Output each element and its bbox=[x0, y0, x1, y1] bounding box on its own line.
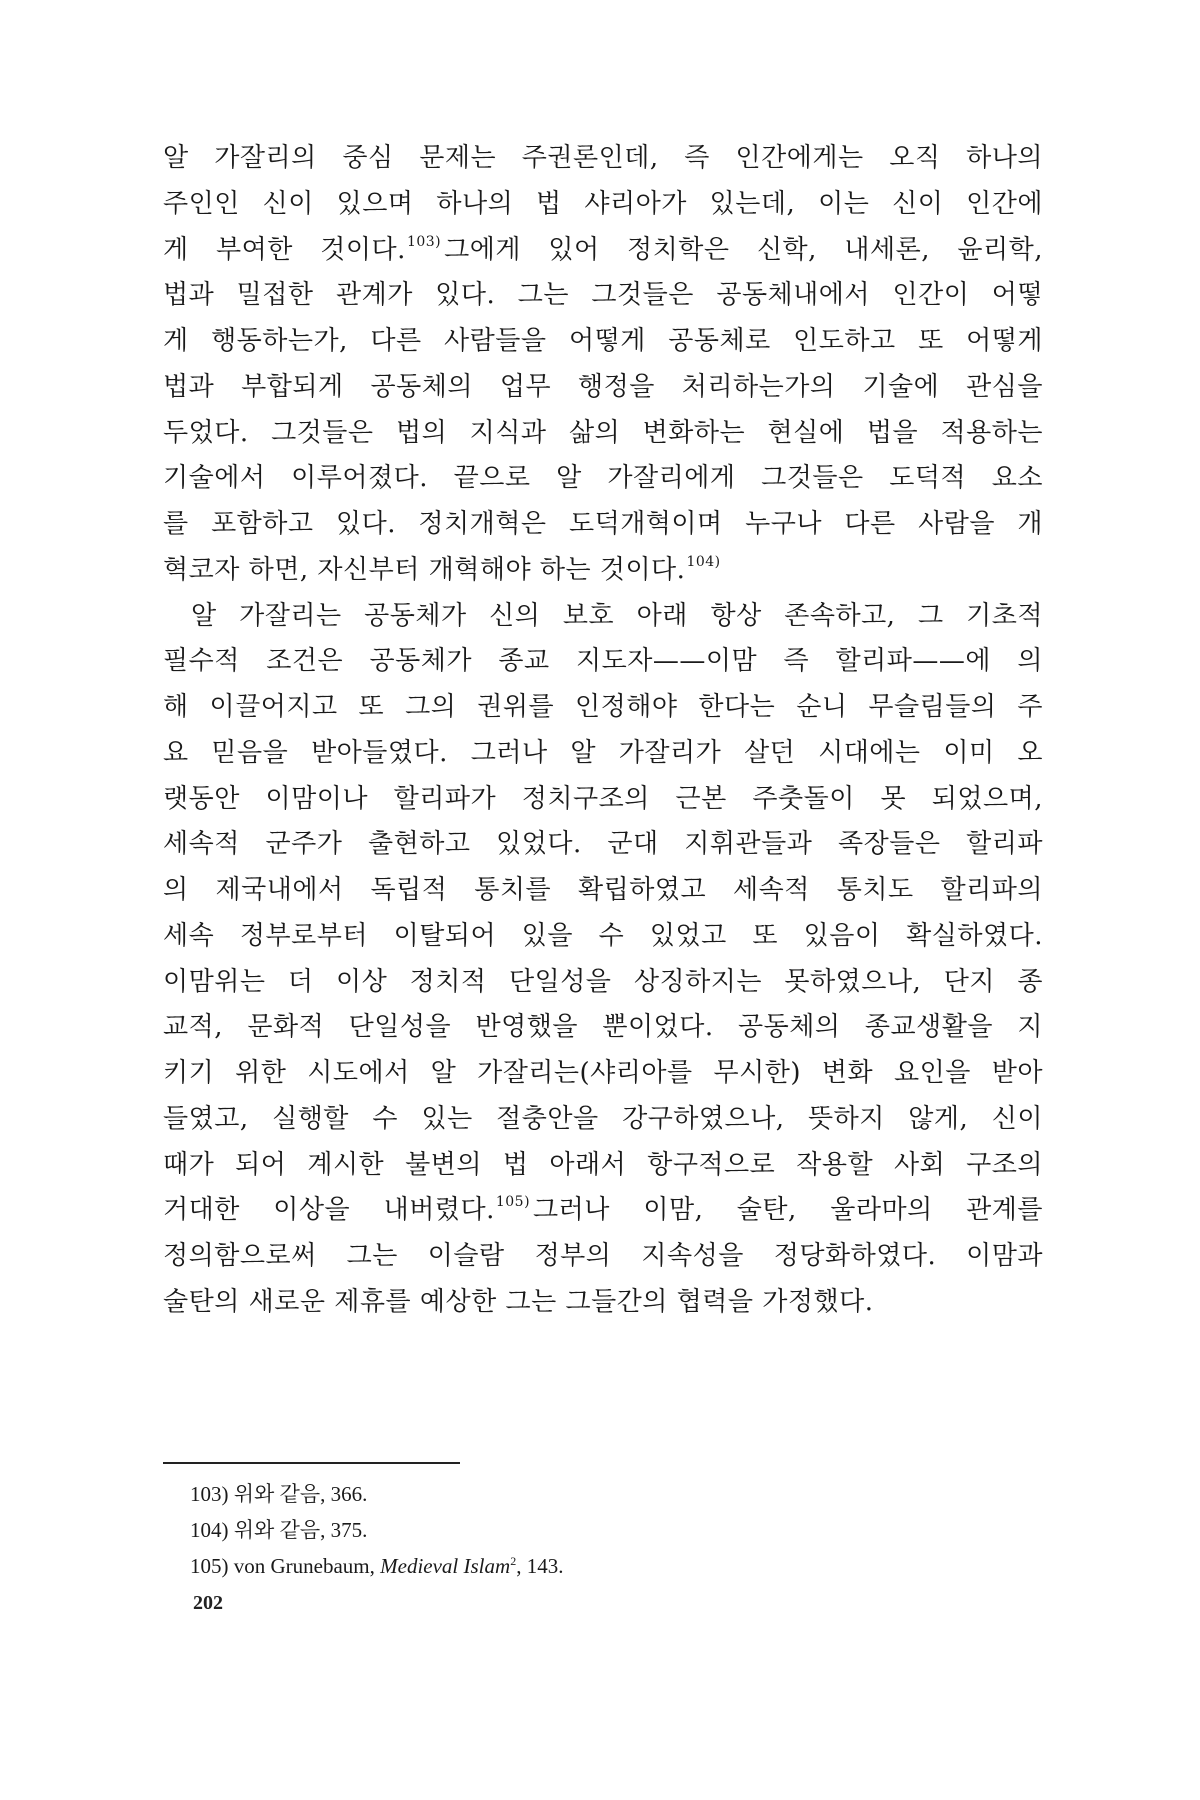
text-line: 주인인 신이 있으며 하나의 법 샤리아가 있는데, 이는 신이 인간에 bbox=[163, 188, 1043, 219]
text-line: 요 믿음을 받아들였다. 그러나 알 가잘리가 살던 시대에는 이미 오 bbox=[163, 737, 1043, 768]
text-line: 의 제국내에서 독립적 통치를 확립하였고 세속적 통치도 할리파의 bbox=[163, 875, 1043, 905]
footnote-ref-104[interactable]: 104) bbox=[686, 553, 721, 570]
text-segment: 그러나 이맘, 술탄, 울라마의 관계를 bbox=[533, 1195, 1043, 1226]
text-line: 랫동안 이맘이나 할리파가 정치구조의 근본 주춧돌이 못 되었으며, bbox=[163, 783, 1043, 814]
text-line: 알 가잘리는 공동체가 신의 보호 아래 항상 존속하고, 그 기초적 bbox=[191, 600, 1043, 631]
text-segment: 혁코자 하면, 자신부터 개혁해야 하는 것이다. bbox=[163, 554, 686, 585]
footnote-text: 위와 같음, 366. bbox=[233, 1482, 368, 1506]
text-segment: 거대한 이상을 내버렸다. bbox=[163, 1195, 495, 1226]
text-line: 교적, 문화적 단일성을 반영했을 뿐이었다. 공동체의 종교생활을 지 bbox=[163, 1012, 1043, 1043]
footnote-edition: 2 bbox=[510, 1554, 517, 1568]
footnotes bbox=[190, 1476, 1050, 1584]
footnote-104 bbox=[190, 1512, 1050, 1548]
text-line: 두었다. 그것들은 법의 지식과 삶의 변화하는 현실에 법을 적용하는 bbox=[163, 417, 1043, 448]
text-line bbox=[163, 548, 1043, 594]
text-line: 키기 위한 시도에서 알 가잘리는(샤리아를 무시한) 변화 요인을 받아 bbox=[163, 1058, 1043, 1088]
footnote-author: von Grunebaum, bbox=[233, 1554, 375, 1578]
text-line: 정의함으로써 그는 이슬람 정부의 지속성을 정당화하였다. 이맘과 bbox=[163, 1241, 1043, 1271]
footnote-ref-105[interactable]: 105) bbox=[495, 1194, 531, 1211]
text-line: 필수적 조건은 공동체가 종교 지도자——이맘 즉 할리파——에 의 bbox=[163, 646, 1043, 677]
footnote-number: 103) bbox=[190, 1482, 229, 1506]
footnote-105 bbox=[190, 1548, 1050, 1584]
text-line: 세속 정부로부터 이탈되어 있을 수 있었고 또 있음이 확실하였다. bbox=[163, 920, 1043, 951]
text-line: 이맘위는 더 이상 정치적 단일성을 상징하지는 못하였으나, 단지 종 bbox=[163, 966, 1043, 997]
text-line: 법과 부합되게 공동체의 업무 행정을 처리하는가의 기술에 관심을 bbox=[163, 371, 1043, 402]
text-line: 들였고, 실행할 수 있는 절충안을 강구하였으나, 뜻하지 않게, 신이 bbox=[163, 1103, 1043, 1134]
footnote-text: 위와 같음, 375. bbox=[233, 1518, 368, 1542]
text-line bbox=[163, 228, 1043, 274]
text-line: 법과 밀접한 관계가 있다. 그는 그것들은 공동체내에서 인간이 어떻 bbox=[163, 280, 1043, 311]
footnote-103 bbox=[190, 1476, 1050, 1512]
page-number: 202 bbox=[193, 1592, 223, 1614]
text-segment: 그에게 있어 정치학은 신학, 내세론, 윤리학, bbox=[444, 234, 1044, 265]
footnote-divider bbox=[163, 1462, 460, 1464]
text-line: 기술에서 이루어졌다. 끝으로 알 가잘리에게 그것들은 도덕적 요소 bbox=[163, 463, 1043, 494]
text-line: 를 포함하고 있다. 정치개혁은 도덕개혁이며 누구나 다른 사람을 개 bbox=[163, 509, 1043, 539]
text-line: 해 이끌어지고 또 그의 권위를 인정해야 한다는 순니 무슬림들의 주 bbox=[163, 692, 1043, 722]
footnote-page: , 143. bbox=[516, 1554, 564, 1578]
body-text bbox=[163, 136, 1043, 1326]
text-line: 알 가잘리의 중심 문제는 주권론인데, 즉 인간에게는 오직 하나의 bbox=[163, 143, 1043, 173]
text-line bbox=[163, 1188, 1043, 1234]
footnote-number: 104) bbox=[190, 1518, 229, 1542]
text-line: 술탄의 새로운 제휴를 예상한 그는 그들간의 협력을 가정했다. bbox=[163, 1286, 874, 1317]
footnote-ref-103[interactable]: 103) bbox=[406, 233, 442, 250]
text-segment: 게 부여한 것이다. bbox=[163, 234, 406, 265]
text-line: 때가 되어 계시한 불변의 법 아래서 항구적으로 작용할 사회 구조의 bbox=[163, 1149, 1043, 1180]
footnote-book-title: Medieval Islam bbox=[380, 1554, 511, 1578]
text-line: 세속적 군주가 출현하고 있었다. 군대 지휘관들과 족장들은 할리파 bbox=[163, 829, 1043, 860]
text-line: 게 행동하는가, 다른 사람들을 어떻게 공동체로 인도하고 또 어떻게 bbox=[163, 326, 1043, 356]
footnote-number: 105) bbox=[190, 1554, 229, 1578]
